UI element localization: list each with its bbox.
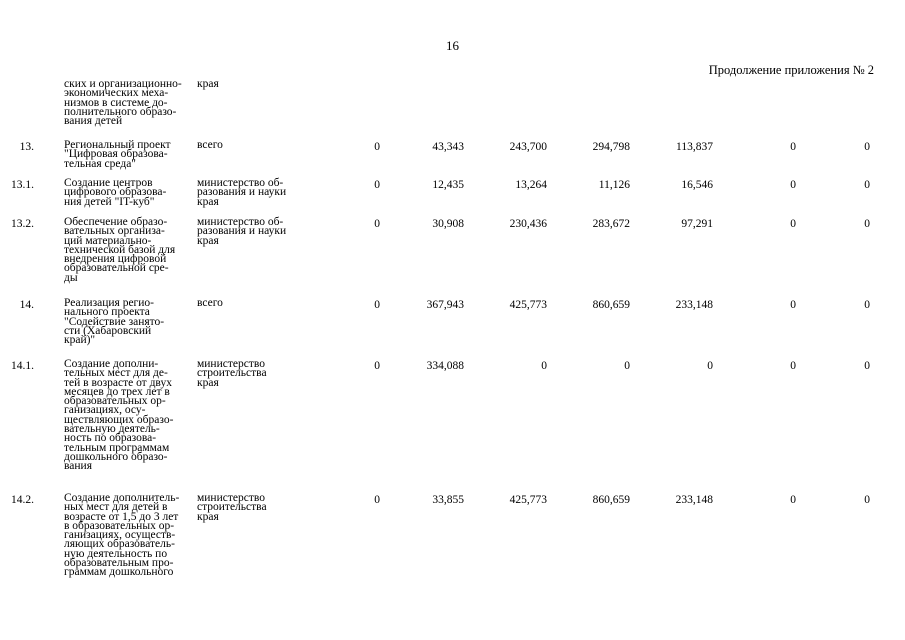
row-value: 860,659 <box>592 299 630 311</box>
row-name: Региональный проект "Цифровая образова- тельная среда" <box>64 139 171 170</box>
row-value: 243,700 <box>509 141 547 153</box>
row-value: 113,837 <box>676 141 713 153</box>
row-value: 0 <box>374 360 380 372</box>
row-executor: министерство об- разования и науки края <box>197 177 287 208</box>
row-value: 0 <box>374 141 380 153</box>
row-value: 0 <box>790 141 796 153</box>
row-name: Создание дополнитель- ных мест для детей в возрасте от 1,5 до 3 лет в образовательных ор- ганизациях, осуществ- ляющих образователь- ную деятельность по образовательным про- граммам дошкольного <box>64 492 180 579</box>
row-value: 860,659 <box>592 494 630 506</box>
row-value: 367,943 <box>426 299 464 311</box>
row-value: 0 <box>790 299 796 311</box>
row-value: 0 <box>624 360 630 372</box>
row-value: 0 <box>864 141 870 153</box>
row-number: 14. <box>19 299 34 311</box>
row-value: 0 <box>864 299 870 311</box>
row-value: 13,264 <box>515 179 547 191</box>
row-value: 230,436 <box>509 218 547 230</box>
row-value: 97,291 <box>681 218 713 230</box>
row-number: 13. <box>19 141 34 153</box>
row-value: 294,798 <box>592 141 630 153</box>
row-value: 0 <box>790 179 796 191</box>
row-value: 0 <box>374 494 380 506</box>
row-value: 0 <box>864 218 870 230</box>
row-value: 0 <box>707 360 713 372</box>
row-name: ских и организационно- экономических меха- низмов в системе до- полнительного образо- вания детей <box>64 78 182 128</box>
row-executor: всего <box>197 139 223 151</box>
row-name: Создание центров цифрового образова- ния детей "IT-куб" <box>64 177 167 208</box>
row-number: 13.2. <box>11 218 34 230</box>
row-number: 14.2. <box>11 494 34 506</box>
row-value: 425,773 <box>509 299 547 311</box>
row-value: 283,672 <box>592 218 630 230</box>
row-value: 334,088 <box>426 360 464 372</box>
row-value: 43,343 <box>432 141 464 153</box>
row-number: 13.1. <box>11 179 34 191</box>
row-value: 11,126 <box>598 179 630 191</box>
row-name: Реализация регио- нального проекта "Содействие занято- сти (Хабаровский край)" <box>64 297 165 347</box>
row-value: 0 <box>790 360 796 372</box>
row-value: 0 <box>864 360 870 372</box>
row-value: 33,855 <box>432 494 464 506</box>
row-number: 14.1. <box>11 360 34 372</box>
row-value: 0 <box>374 218 380 230</box>
row-executor: министерство об- разования и науки края <box>197 216 287 247</box>
row-value: 12,435 <box>432 179 464 191</box>
row-value: 30,908 <box>432 218 464 230</box>
row-value: 0 <box>541 360 547 372</box>
row-executor: министерство строительства края <box>197 358 267 389</box>
row-value: 0 <box>864 494 870 506</box>
row-value: 0 <box>790 218 796 230</box>
row-value: 0 <box>374 179 380 191</box>
row-executor: министерство строительства края <box>197 492 267 523</box>
row-value: 233,148 <box>675 494 713 506</box>
row-value: 233,148 <box>675 299 713 311</box>
row-value: 16,546 <box>681 179 713 191</box>
page-number: 16 <box>446 38 459 53</box>
appendix-continuation-note: Продолжение приложения № 2 <box>708 63 874 77</box>
row-value: 0 <box>864 179 870 191</box>
row-executor: всего <box>197 297 223 309</box>
row-executor: края <box>197 78 219 90</box>
row-value: 425,773 <box>509 494 547 506</box>
row-value: 0 <box>374 299 380 311</box>
row-name: Обеспечение образо- вательных организа- ций материально- технической базой для внедрения цифровой образовательной сре- ды <box>64 216 176 284</box>
row-value: 0 <box>790 494 796 506</box>
row-name: Создание дополни- тельных мест для де- тей в возрасте от двух месяцев до трех лет в образовательных ор- ганизациях, осу- ществляющих образо- вательную деятель- ность по образова- тельным программам дошкольного образо- вания <box>64 358 174 473</box>
